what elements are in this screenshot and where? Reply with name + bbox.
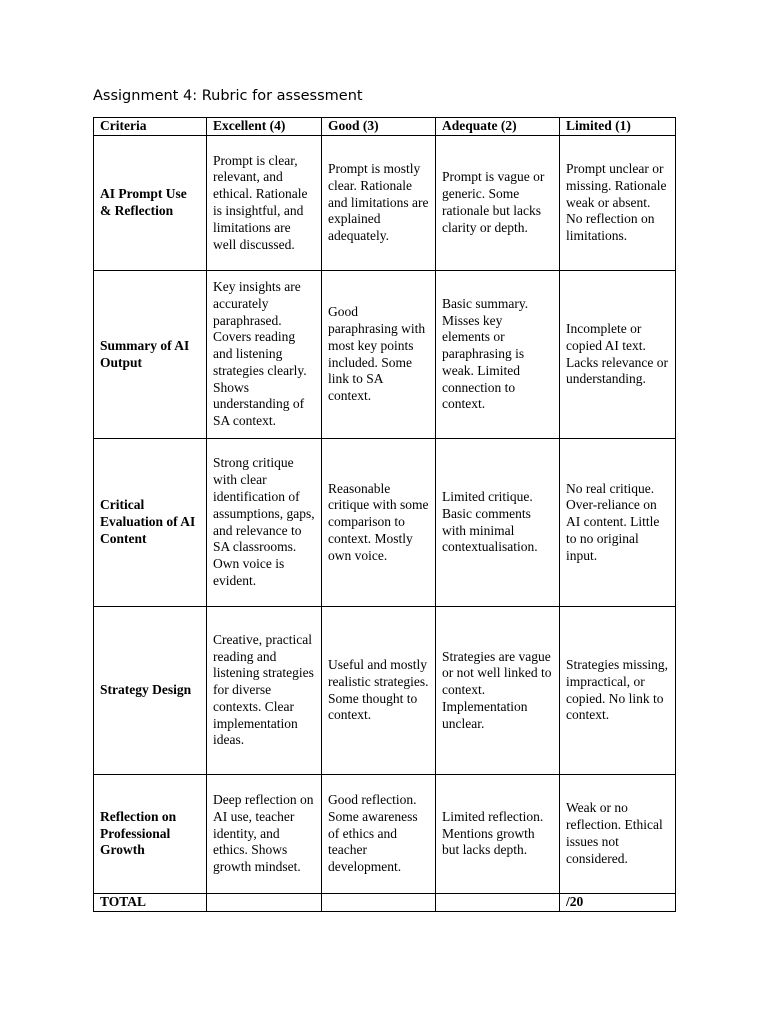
criterion-cell: Strategy Design xyxy=(94,607,207,775)
table-header-row xyxy=(94,118,676,136)
good-cell: Reasonable critique with some comparison to context. Mostly own voice. xyxy=(322,439,436,607)
limited-cell: Prompt unclear or missing. Rationale weak or absent. No reflection on limitations. xyxy=(560,136,676,271)
excellent-cell: Strong critique with clear identification of assumptions, gaps, and relevance to SA classrooms. Own voice is evident. xyxy=(207,439,322,607)
table-row xyxy=(94,136,676,271)
page-title: Assignment 4: Rubric for assessment xyxy=(93,88,363,104)
empty-cell xyxy=(322,894,436,912)
adequate-cell: Basic summary. Misses key elements or paraphrasing is weak. Limited connection to context. xyxy=(436,271,560,439)
adequate-cell: Prompt is vague or generic. Some rationale but lacks clarity or depth. xyxy=(436,136,560,271)
column-header-criteria: Criteria xyxy=(94,118,207,136)
good-cell: Good paraphrasing with most key points included. Some link to SA context. xyxy=(322,271,436,439)
criterion-cell: Critical Evaluation of AI Content xyxy=(94,439,207,607)
empty-cell xyxy=(207,894,322,912)
total-row xyxy=(94,894,676,912)
column-header-good: Good (3) xyxy=(322,118,436,136)
column-header-limited: Limited (1) xyxy=(560,118,676,136)
good-cell: Useful and mostly realistic strategies. Some thought to context. xyxy=(322,607,436,775)
limited-cell: Strategies missing, impractical, or copied. No link to context. xyxy=(560,607,676,775)
column-header-excellent: Excellent (4) xyxy=(207,118,322,136)
adequate-cell: Limited reflection. Mentions growth but lacks depth. xyxy=(436,775,560,894)
limited-cell: Incomplete or copied AI text. Lacks relevance or understanding. xyxy=(560,271,676,439)
good-cell: Prompt is mostly clear. Rationale and limitations are explained adequately. xyxy=(322,136,436,271)
total-label: TOTAL xyxy=(94,894,207,912)
adequate-cell: Strategies are vague or not well linked to context. Implementation unclear. xyxy=(436,607,560,775)
criterion-cell: Reflection on Professional Growth xyxy=(94,775,207,894)
empty-cell xyxy=(436,894,560,912)
adequate-cell: Limited critique. Basic comments with minimal contextualisation. xyxy=(436,439,560,607)
table-row xyxy=(94,271,676,439)
excellent-cell: Deep reflection on AI use, teacher identity, and ethics. Shows growth mindset. xyxy=(207,775,322,894)
rubric-table xyxy=(93,117,676,912)
excellent-cell: Key insights are accurately paraphrased. Covers reading and listening strategies clearly. Shows understanding of SA context. xyxy=(207,271,322,439)
criterion-cell: AI Prompt Use & Reflection xyxy=(94,136,207,271)
column-header-adequate: Adequate (2) xyxy=(436,118,560,136)
good-cell: Good reflection. Some awareness of ethics and teacher development. xyxy=(322,775,436,894)
table-row xyxy=(94,439,676,607)
limited-cell: No real critique. Over-reliance on AI content. Little to no original input. xyxy=(560,439,676,607)
excellent-cell: Creative, practical reading and listening strategies for diverse contexts. Clear implementation ideas. xyxy=(207,607,322,775)
limited-cell: Weak or no reflection. Ethical issues not considered. xyxy=(560,775,676,894)
excellent-cell: Prompt is clear, relevant, and ethical. Rationale is insightful, and limitations are well discussed. xyxy=(207,136,322,271)
table-row xyxy=(94,775,676,894)
table-row xyxy=(94,607,676,775)
criterion-cell: Summary of AI Output xyxy=(94,271,207,439)
total-score: /20 xyxy=(560,894,676,912)
